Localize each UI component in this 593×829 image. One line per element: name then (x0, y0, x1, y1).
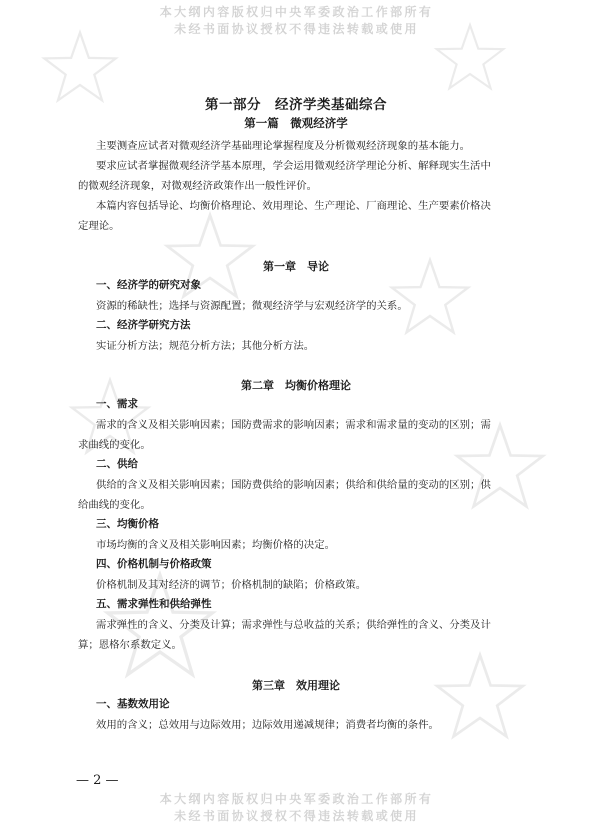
intro-paragraph-3-cont: 定理论。 (78, 220, 120, 232)
watermark-line-1: 本大纲内容版权归中央军委政治工作部所有 (159, 792, 434, 806)
chapter-2-text-5b: 算；恩格尔系数定义。 (78, 639, 182, 651)
chapter-1-text-1: 资源的稀缺性；选择与资源配置；微观经济学与宏观经济学的关系。 (96, 300, 408, 312)
chapter-2-text-1b: 求曲线的变化。 (78, 439, 151, 451)
chapter-2-heading-1: 一、需求 (96, 398, 138, 410)
chapter-3-heading-1: 一、基数效用论 (96, 698, 170, 710)
chapter-3-title: 第三章 效用理论 (252, 679, 340, 692)
chapter-3-text-1: 效用的含义；总效用与边际效用；边际效用递减规律；消费者均衡的条件。 (96, 719, 439, 731)
chapter-2-heading-2: 二、供给 (96, 458, 138, 470)
chapter-2-text-4: 价格机制及其对经济的调节；价格机制的缺陷；价格政策。 (96, 579, 367, 591)
intro-paragraph-2: 要求应试者掌握微观经济学基本原理，学会运用微观经济学理论分析、解释现实生活中 (96, 160, 491, 172)
chapter-2-text-1a: 需求的含义及相关影响因素；国防费需求的影响因素；需求和需求量的变动的区别；需 (96, 419, 491, 431)
chapter-1-heading-2: 二、经济学研究方法 (96, 319, 191, 331)
star-watermark-icon (44, 33, 115, 101)
watermark-line-1: 本大纲内容版权归中央军委政治工作部所有 (159, 5, 434, 19)
part-title: 第一部分 经济学类基础综合 (205, 97, 387, 113)
watermark-line-2: 未经书面协议授权不得违法转载或使用 (174, 22, 419, 36)
chapter-2-text-3: 市场均衡的含义及相关影响因素；均衡价格的决定。 (96, 539, 335, 551)
intro-paragraph-3: 本篇内容包括导论、均衡价格理论、效用理论、生产理论、厂商理论、生产要素价格决 (96, 200, 491, 212)
chapter-2-title: 第二章 均衡价格理论 (241, 379, 351, 392)
copyright-watermark-top (0, 4, 593, 38)
chapter-1-title: 第一章 导论 (263, 260, 329, 273)
copyright-watermark-bottom (0, 791, 593, 825)
chapter-1-heading-1: 一、经济学的研究对象 (96, 279, 201, 291)
section-title: 第一篇 微观经济学 (244, 116, 348, 130)
chapter-2-heading-4: 四、价格机制与价格政策 (96, 558, 212, 570)
chapter-1-text-2: 实证分析方法；规范分析方法；其他分析方法。 (96, 340, 315, 352)
chapter-2-text-2b: 给曲线的变化。 (78, 499, 151, 511)
chapter-2-text-2a: 供给的含义及相关影响因素；国防费供给的影响因素；供给和供给量的变动的区别；供 (96, 479, 491, 491)
intro-paragraph-1: 主要测查应试者对微观经济学基础理论掌握程度及分析微观经济现象的基本能力。 (96, 140, 471, 152)
watermark-line-2: 未经书面协议授权不得违法转载或使用 (174, 809, 419, 823)
chapter-2-text-5a: 需求弹性的含义、分类及计算；需求弹性与总收益的关系；供给弹性的含义、分类及计 (96, 619, 491, 631)
intro-paragraph-2-cont: 的微观经济现象，对微观经济政策作出一般性评价。 (78, 180, 317, 192)
chapter-2-heading-3: 三、均衡价格 (96, 518, 159, 530)
chapter-2-heading-5: 五、需求弹性和供给弹性 (96, 598, 212, 610)
page-number: — 2 — (76, 773, 119, 788)
